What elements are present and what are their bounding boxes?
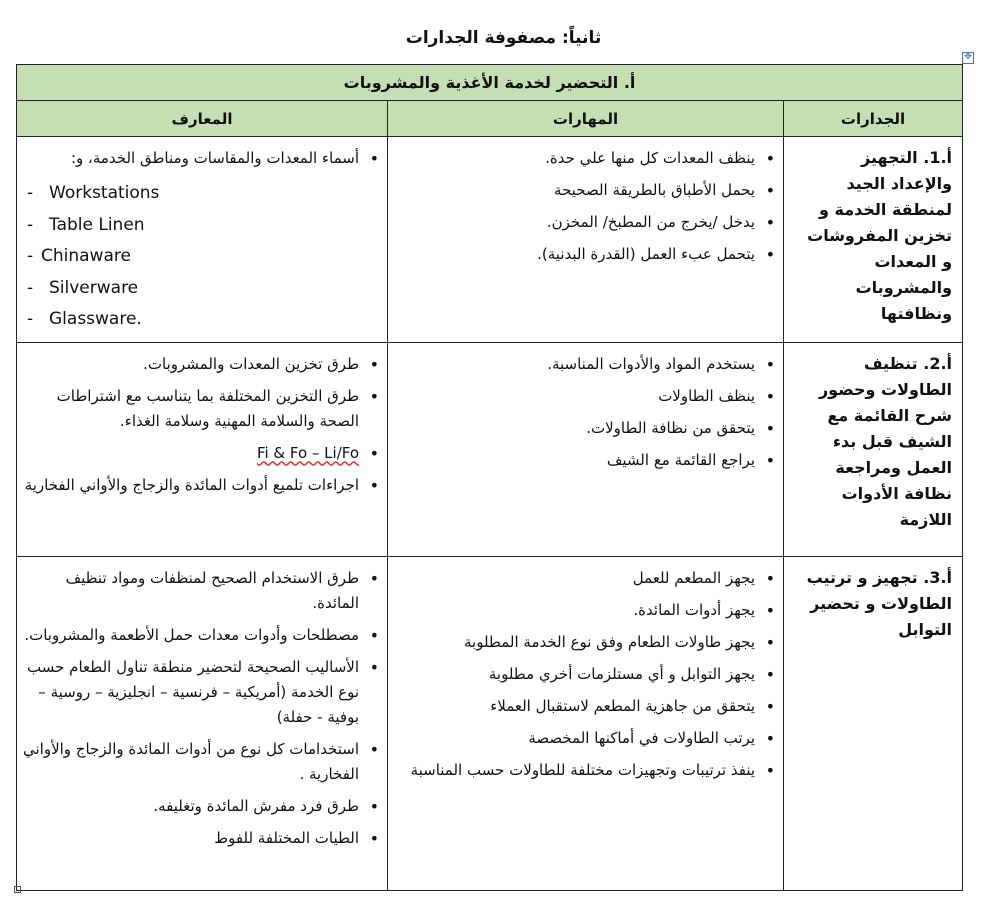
competency-number: أ.1.: [923, 148, 953, 167]
list-item: • الأساليب الصحيحة لتحضير منطقة تناول الطعام حسب نوع الخدمة (أمريكية – فرنسية – انجليزية – روسية – بوفية - حفلة): [23, 655, 359, 730]
competency-cell: [784, 342, 963, 556]
list-item: • اجراءات تلميع أدوات المائدة والزجاج والأواني الفخارية: [23, 473, 359, 498]
list-item: • ينظف الطاولات: [394, 384, 755, 409]
list-item: • يتحمل عبء العمل (القدرة البدنية).: [394, 242, 755, 267]
list-item: • يجهز التوابل و أي مستلزمات أخري مطلوبة: [394, 662, 755, 687]
list-item: • طرق تخزين المعدات والمشروبات.: [23, 352, 359, 377]
column-header-competencies: الجدارات: [784, 101, 963, 137]
list-item: • يجهز طاولات الطعام وفق نوع الخدمة المطلوبة: [394, 630, 755, 655]
page-title: ثانياً: مصفوفة الجدارات: [405, 28, 602, 48]
table-move-handle-icon[interactable]: ✥: [962, 52, 974, 64]
competency-matrix-table: [16, 64, 963, 891]
column-header-skills: المهارات: [388, 101, 784, 137]
competency-number: أ.3.: [923, 567, 953, 587]
competency-text: التجهيز والإعداد الجيد لمنطقة الخدمة و تخزين المفروشات و المعدات والمشروبات ونظافتها: [807, 148, 953, 323]
column-header-knowledge: المعارف: [17, 101, 388, 137]
table-row: [17, 556, 963, 890]
list-item: - Workstations: [27, 183, 160, 203]
list-item: • يراجع القائمة مع الشيف: [394, 448, 755, 473]
list-item: • استخدامات كل نوع من أدوات المائدة والزجاج والأواني الفخارية .: [23, 737, 359, 787]
list-item: - Glassware.: [27, 309, 142, 329]
knowledge-cell: [17, 342, 388, 556]
list-item: - Silverware: [27, 277, 139, 298]
list-item: • ينظف المعدات كل منها علي حدة.: [394, 146, 755, 171]
list-item: • طرق فرد مفرش المائدة وتغليفه.: [23, 794, 359, 819]
skills-cell: [388, 137, 784, 343]
list-item: • يرتب الطاولات في أماكنها المخصصة: [394, 726, 755, 751]
list-item: • الطيات المختلفة للفوط: [23, 826, 359, 851]
competency-cell: [784, 137, 963, 343]
skills-cell: [388, 556, 784, 890]
competency-number: أ.2.: [923, 353, 953, 373]
competency-text: تنظيف الطاولات وحضور شرح القائمة مع الشيف قبل بدء العمل ومراجعة نظافة الأدوات اللازمة: [818, 353, 953, 529]
list-item: • يستخدم المواد والأدوات المناسبة.: [394, 352, 755, 377]
list-item: • يتحقق من نظافة الطاولات.: [394, 416, 755, 441]
list-item: • يجهز المطعم للعمل: [394, 566, 755, 591]
skills-cell: [388, 342, 784, 556]
knowledge-cell: [17, 137, 388, 343]
knowledge-cell: [17, 556, 388, 890]
list-item: • Fi & Fo – Li/Fo: [23, 441, 359, 466]
list-item: • يجهز أدوات المائدة.: [394, 598, 755, 623]
list-item: • مصطلحات وأدوات معدات حمل الأطعمة والمشروبات.: [23, 623, 359, 648]
table-row: [17, 137, 963, 343]
list-item: • طرق التخزين المختلفة بما يتناسب مع اشتراطات الصحة والسلامة المهنية وسلامة الغذاء.: [23, 384, 359, 434]
list-item: • يتحقق من جاهزية المطعم لاستقبال العملاء: [394, 694, 755, 719]
competency-text: تجهيز و ترتيب الطاولات و تحضير التوابل: [806, 567, 953, 639]
list-item: - Chinaware: [27, 246, 131, 266]
competency-cell: [784, 556, 963, 890]
list-item: • طرق الاستخدام الصحيح لمنظفات ومواد تنظيف المائدة.: [23, 566, 359, 616]
list-item: • ينفذ ترتيبات وتجهيزات مختلفة للطاولات حسب المناسبة: [394, 758, 755, 783]
list-item: • يحمل الأطباق بالطريقة الصحيحة: [394, 178, 755, 203]
list-item: - Table Linen: [27, 214, 145, 235]
table-row: [17, 342, 963, 556]
section-heading: أ. التحضير لخدمة الأغذية والمشروبات: [17, 65, 963, 101]
list-item: • أسماء المعدات والمقاسات ومناطق الخدمة، و:: [23, 146, 359, 171]
end-of-cell-mark: [14, 886, 21, 893]
list-item: • يدخل /يخرج من المطبخ/ المخزن.: [394, 210, 755, 235]
